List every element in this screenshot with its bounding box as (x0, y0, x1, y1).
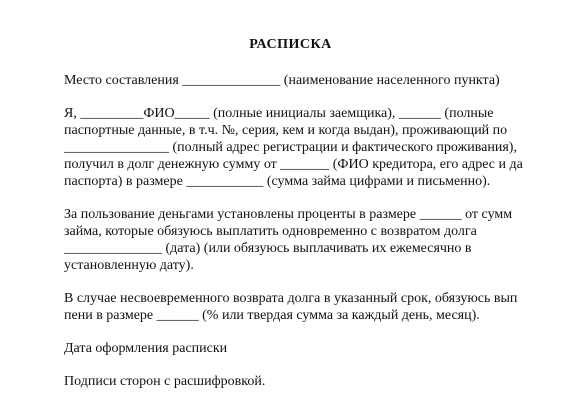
para2-line-1: За пользование деньгами установлены проценты в размере ______ от сумм (64, 207, 513, 222)
para1-line-3: _______________ (полный адрес регистрации и фактического проживания), (64, 140, 517, 155)
para1-line-4: получил в долг денежную сумму от _______ (ФИО кредитора, его адрес и да (64, 157, 523, 172)
para1-line-2: паспортные данные, в т.ч. №, серия, кем и когда выдан), проживающий по (64, 123, 508, 138)
signature-line: Подписи сторон с расшифровкой. (64, 374, 266, 389)
para1-line-5: паспорта) в размере ___________ (сумма займа цифрами и письменно). (64, 174, 491, 189)
para2-line-4: установленную дату). (64, 258, 194, 273)
place-line: Место составления ______________ (наименование населенного пункта) (64, 73, 500, 88)
para2-line-3: ______________ (дата) (или обязуюсь выплачивать их ежемесячно в (64, 241, 472, 256)
para1-line-1: Я, _________ФИО_____ (полные инициалы заемщика), ______ (полные (64, 106, 494, 121)
document-title: РАСПИСКА (249, 37, 332, 52)
para2-line-2: займа, которые обязуюсь выплатить одновременно с возвратом долга (64, 224, 477, 239)
para3-line-2: пени в размере ______ (% или твердая сумма за каждый день, месяц). (64, 308, 480, 323)
para3-line-1: В случае несвоевременного возврата долга в указанный срок, обязуюсь вып (64, 291, 518, 306)
date-line: Дата оформления расписки (64, 341, 228, 356)
